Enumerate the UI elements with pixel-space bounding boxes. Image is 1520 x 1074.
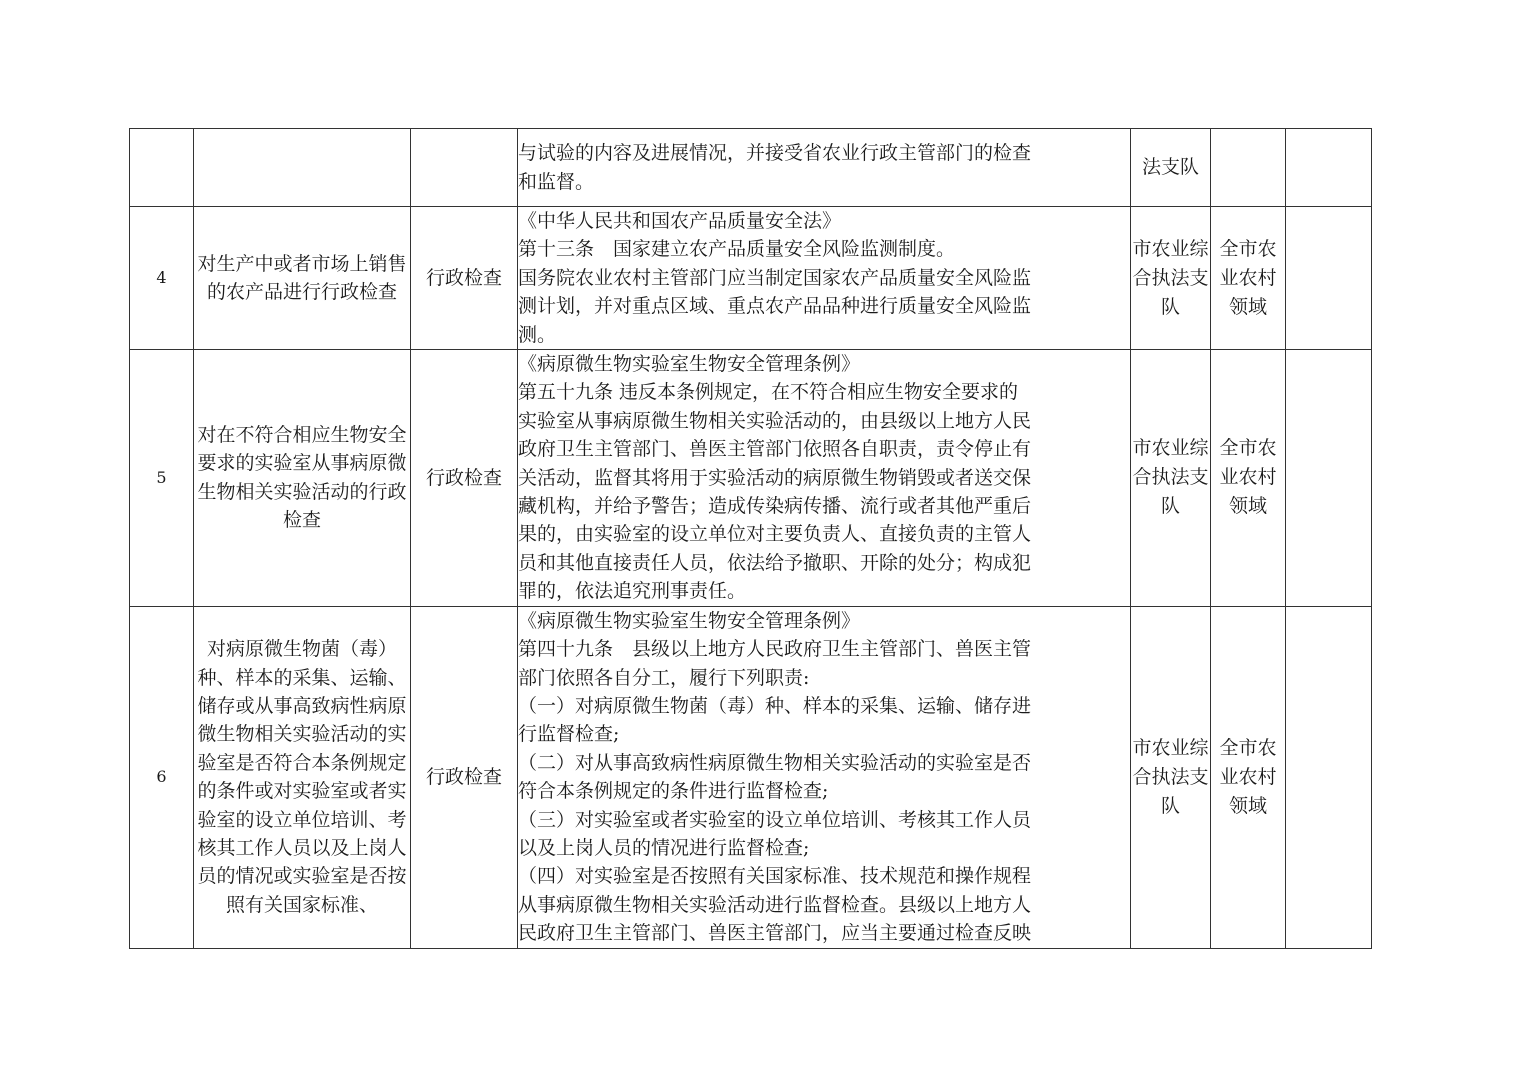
basis-line: （四）对实验室是否按照有关国家标准、技术规范和操作规程 [518, 865, 1032, 888]
item-type: 行政检查 [411, 350, 518, 607]
basis-line: 《病原微生物实验室生物安全管理条例》 [518, 353, 861, 376]
basis-line: 与试验的内容及进展情况，并接受省农业行政主管部门的检查 [518, 142, 1032, 165]
table-row [130, 207, 1372, 350]
enforcement-body: 法支队 [1131, 129, 1211, 207]
row-number [130, 129, 194, 207]
basis-line: 政府卫生主管部门、兽医主管部门依照各自职责，责令停止有 [518, 438, 1032, 461]
basis-line: 国务院农业农村主管部门应当制定国家农产品质量安全风险监 [518, 266, 1032, 289]
basis-line: 民政府卫生主管部门、兽医主管部门，应当主要通过检查反映 [518, 922, 1032, 945]
item-name [194, 129, 411, 207]
basis-line: 罪的，依法追究刑事责任。 [518, 580, 747, 603]
basis-line: 第五十九条 违反本条例规定，在不符合相应生物安全要求的 [518, 381, 1019, 404]
item-type: 行政检查 [411, 207, 518, 350]
item-type [411, 129, 518, 207]
basis-line: 第四十九条 县级以上地方人民政府卫生主管部门、兽医主管 [518, 638, 1032, 661]
law-enforcement-table [129, 128, 1372, 949]
scope: 全市农业农村领域 [1211, 606, 1286, 948]
scope [1211, 129, 1286, 207]
basis-line: 从事病原微生物相关实验活动进行监督检查。县级以上地方人 [518, 893, 1032, 916]
table-row [130, 606, 1372, 948]
item-type: 行政检查 [411, 606, 518, 948]
table-row [130, 129, 1372, 207]
basis-line: 符合本条例规定的条件进行监督检查; [518, 780, 829, 803]
basis-line: （一）对病原微生物菌（毒）种、样本的采集、运输、储存进 [518, 694, 1032, 717]
scope: 全市农业农村领域 [1211, 207, 1286, 350]
basis-line: （二）对从事高致病性病原微生物相关实验活动的实验室是否 [518, 751, 1032, 774]
item-name: 对病原微生物菌（毒）种、样本的采集、运输、储存或从事高致病性病原微生物相关实验活动的实验室是否符合本条例规定的条件或对实验室或者实验室的设立单位培训、考核其工作人员以及上岗人员的情况或实验室是否按照有关国家标准、 [194, 606, 411, 948]
table-row [130, 350, 1372, 607]
enforcement-body: 市农业综合执法支队 [1131, 207, 1211, 350]
row-number: 4 [130, 207, 194, 350]
basis-line: 关活动，监督其将用于实验活动的病原微生物销毁或者送交保 [518, 466, 1032, 489]
basis-line: 《中华人民共和国农产品质量安全法》 [518, 210, 842, 232]
item-name: 对在不符合相应生物安全要求的实验室从事病原微生物相关实验活动的行政检查 [194, 350, 411, 607]
legal-basis [518, 129, 1131, 207]
scope: 全市农业农村领域 [1211, 350, 1286, 607]
remark [1286, 350, 1372, 607]
basis-line: 果的，由实验室的设立单位对主要负责人、直接负责的主管人 [518, 523, 1032, 546]
basis-line: 员和其他直接责任人员，依法给予撤职、开除的处分；构成犯 [518, 551, 1032, 574]
basis-line: 第十三条 国家建立农产品质量安全风险监测制度。 [518, 238, 956, 261]
basis-line: 以及上岗人员的情况进行监督检查; [518, 836, 810, 859]
legal-basis [518, 606, 1131, 948]
basis-line: （三）对实验室或者实验室的设立单位培训、考核其工作人员 [518, 808, 1032, 831]
legal-basis [518, 207, 1131, 350]
remark [1286, 207, 1372, 350]
basis-line: 《病原微生物实验室生物安全管理条例》 [518, 609, 861, 632]
enforcement-body: 市农业综合执法支队 [1131, 350, 1211, 607]
table-body [130, 129, 1372, 949]
item-name: 对生产中或者市场上销售的农产品进行行政检查 [194, 207, 411, 350]
basis-line: 和监督。 [518, 170, 595, 193]
row-number: 5 [130, 350, 194, 607]
enforcement-body: 市农业综合执法支队 [1131, 606, 1211, 948]
basis-line: 实验室从事病原微生物相关实验活动的，由县级以上地方人民 [518, 409, 1032, 432]
remark [1286, 606, 1372, 948]
basis-line: 行监督检查; [518, 723, 620, 746]
basis-line: 测计划，并对重点区域、重点农产品品种进行质量安全风险监 [518, 295, 1032, 318]
basis-line: 测。 [518, 323, 557, 346]
row-number: 6 [130, 606, 194, 948]
remark [1286, 129, 1372, 207]
basis-line: 部门依照各自分工，履行下列职责: [518, 666, 810, 689]
legal-basis [518, 350, 1131, 607]
basis-line: 藏机构，并给予警告；造成传染病传播、流行或者其他严重后 [518, 495, 1032, 518]
